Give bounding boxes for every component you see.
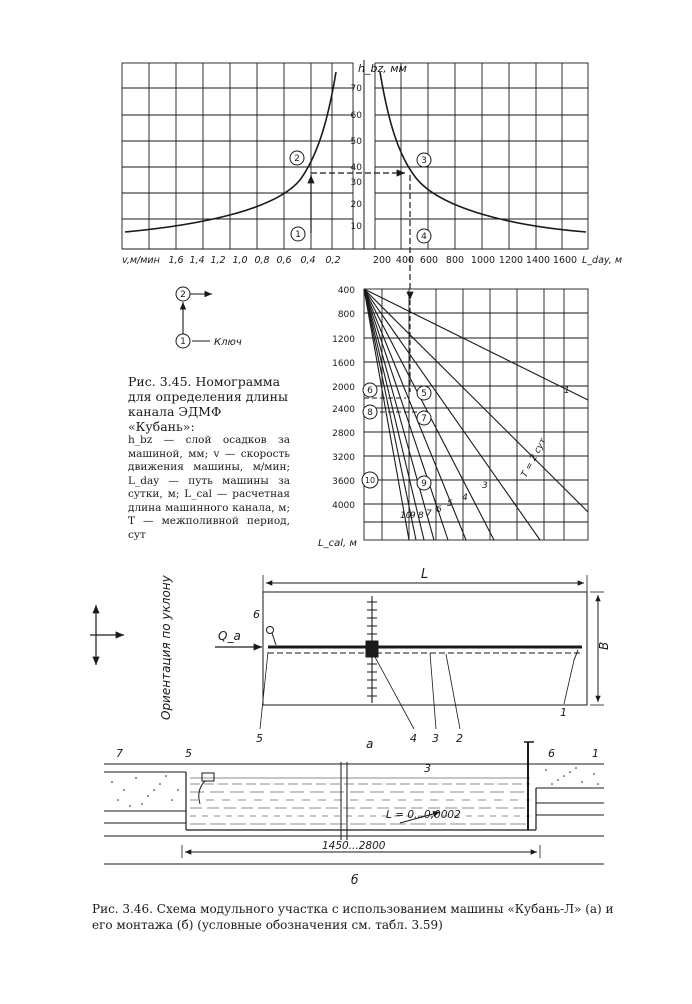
marker-4	[417, 229, 431, 243]
left-ticks	[168, 255, 340, 266]
right-tick: 1400	[525, 255, 551, 266]
y-tick: 30	[350, 178, 362, 188]
right-tick: 800	[445, 255, 465, 266]
svg-text:7: 7	[421, 414, 427, 424]
left-axis-label: v,м/мин	[122, 255, 160, 266]
y-axis-label: h_bz, мм	[358, 62, 407, 75]
figure-3-46-caption: Рис. 3.46. Схема модульного участка с использованием машины «Кубань-Л» (а) и его монтажа (б) (условные обозначения см. табл. 3.59)	[92, 902, 614, 932]
y-tick: 40	[350, 163, 362, 173]
marker-3	[417, 153, 431, 167]
right-ticks	[373, 255, 577, 266]
lower-tick: 2000	[332, 383, 355, 393]
key-marker-1: 1	[180, 337, 186, 347]
left-tick: 1,0	[232, 255, 248, 266]
slope-label: L = 0...0,0002	[386, 809, 461, 821]
plan-length-label: L	[421, 567, 429, 582]
right-tick: 600	[419, 255, 439, 266]
curve-left	[125, 72, 336, 232]
y-tick: 50	[350, 137, 362, 147]
svg-text:6: 6	[367, 386, 373, 396]
svg-text:9: 9	[421, 479, 427, 489]
soil-dots	[111, 767, 599, 807]
plan-callout: 6	[253, 608, 260, 621]
left-tick: 1,2	[210, 255, 226, 266]
lower-tick: 1200	[332, 335, 355, 345]
y-tick: 20	[350, 200, 362, 210]
lower-tick: 800	[337, 310, 355, 320]
marker-10	[362, 472, 378, 488]
plan-width-label: В	[597, 641, 611, 650]
lower-tick: 3200	[332, 453, 355, 463]
plan-callout: 2	[456, 732, 463, 745]
fan-label: 10	[400, 511, 412, 521]
grid-upper-left	[122, 63, 353, 249]
left-tick: 1,6	[168, 255, 184, 266]
section-callout: 6	[548, 747, 555, 760]
fan-label: 7	[426, 509, 432, 519]
key-label: Ключ	[214, 337, 242, 348]
svg-text:2: 2	[294, 154, 300, 164]
y-ticks	[351, 84, 363, 232]
grid-lower	[364, 289, 588, 540]
figure-3-45-title: Рис. 3.45. Номограмма для определения длины канала ЭДМФ «Кубань»:	[128, 374, 288, 434]
y-tick: 10	[350, 222, 362, 232]
right-tick: 400	[395, 255, 415, 266]
right-tick: 200	[372, 255, 392, 266]
section-subfig: б	[351, 873, 359, 887]
section-callouts	[116, 747, 599, 775]
key-legend	[183, 294, 212, 341]
fan-label: 5	[447, 499, 453, 509]
y-tick: 70	[350, 84, 362, 94]
span-label: 1450...2800	[322, 840, 386, 852]
marker-9	[417, 476, 431, 490]
lower-tick: 3600	[332, 477, 355, 487]
fan-label: 9	[410, 511, 416, 521]
right-tick: 1200	[498, 255, 524, 266]
fan-label: 1	[564, 386, 570, 396]
figure-3-45-legend: h_bz — слой осадков за машиной, мм; v — скорость движения машины, м/мин; L_day — путь машины за сутки, м; L_cal — расчетная длина машинного канала, м; T — межполивной период, сут	[128, 434, 290, 541]
orientation-label: Ориентация по уклону	[159, 575, 173, 720]
left-tick: 1,4	[189, 255, 205, 266]
fan-label: 6	[436, 505, 442, 515]
svg-text:8: 8	[367, 408, 373, 418]
section-callout: 7	[116, 747, 123, 760]
svg-text:3: 3	[421, 156, 427, 166]
fan-label: 4	[462, 493, 468, 503]
svg-text:5: 5	[421, 389, 427, 399]
right-tick: 1000	[470, 255, 496, 266]
svg-text:1: 1	[295, 230, 301, 240]
plan-callout: 5	[256, 732, 263, 745]
plan-subfig: а	[366, 737, 374, 751]
plan-callout: 1	[560, 706, 567, 719]
left-tick: 0,8	[254, 255, 270, 266]
svg-text:4: 4	[421, 232, 427, 242]
plan-leaders	[260, 652, 574, 729]
lower-ticks	[332, 286, 355, 511]
plan-callout: 4	[410, 732, 417, 745]
section-callout: 1	[592, 747, 599, 760]
grid-upper-right	[375, 63, 588, 249]
fan-lines	[364, 289, 588, 540]
lower-tick: 400	[337, 286, 355, 296]
lower-tick: 2800	[332, 429, 355, 439]
svg-text:10: 10	[364, 476, 376, 485]
right-axis-label: L_day, м	[582, 255, 622, 266]
left-tick: 0,4	[300, 255, 316, 266]
plan-callout: 3	[432, 732, 439, 745]
left-tick: 0,6	[276, 255, 292, 266]
key-path-upper	[311, 173, 410, 300]
fan-label: 3	[482, 481, 488, 491]
section-callout: 5	[185, 747, 192, 760]
marker-6	[363, 383, 377, 397]
marker-8	[363, 405, 377, 419]
fan-label: 8	[418, 511, 424, 521]
plan-callouts	[253, 608, 567, 745]
lower-tick: 1600	[332, 359, 355, 369]
lower-tick: 4000	[332, 501, 355, 511]
left-tick: 0,2	[325, 255, 341, 266]
fan-label: T = 2 сут	[519, 436, 549, 480]
lower-tick: 2400	[332, 405, 355, 415]
key-marker-2: 2	[180, 290, 186, 300]
y-tick: 60	[350, 111, 362, 121]
marker-7	[417, 411, 431, 425]
marker-5	[417, 386, 431, 400]
curve-right	[380, 72, 586, 232]
plan-flow-label: Q_a	[218, 629, 241, 643]
section-callout: 3	[424, 762, 431, 775]
lower-axis-label: L_cal, м	[318, 538, 357, 549]
marker-1	[291, 227, 305, 241]
marker-2	[290, 151, 304, 165]
right-tick: 1600	[552, 255, 578, 266]
